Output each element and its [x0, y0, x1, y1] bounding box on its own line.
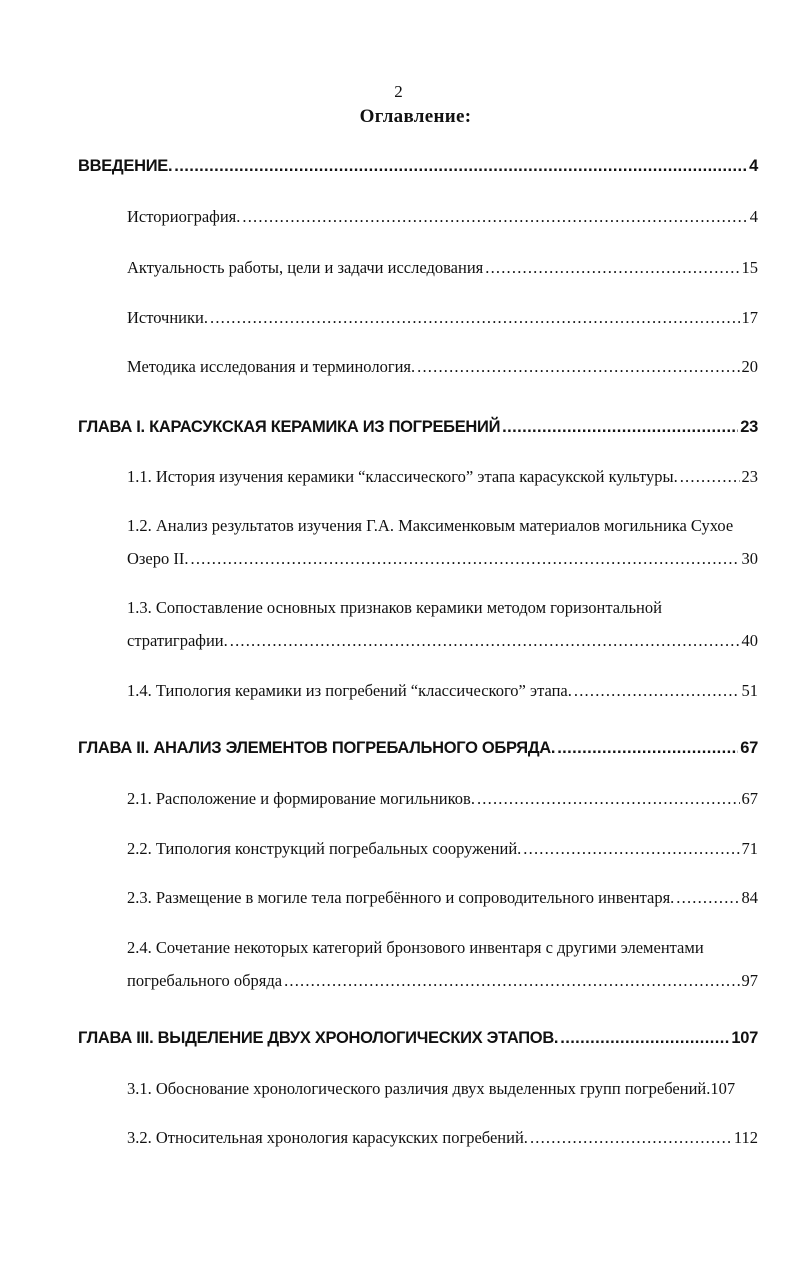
- toc-entry-page: 40: [741, 631, 758, 650]
- toc-entry-page: 15: [741, 258, 758, 277]
- toc-entry-1-2[interactable]: [127, 549, 758, 569]
- dot-leader: [174, 157, 747, 176]
- toc-entry-3-1[interactable]: [127, 1079, 758, 1099]
- toc-entry-2-4[interactable]: [127, 971, 758, 991]
- toc-entry-page: 4: [749, 157, 758, 175]
- dot-leader: [230, 631, 740, 651]
- toc-entry-page: 20: [741, 357, 758, 376]
- dot-leader: [676, 888, 739, 908]
- toc-entry-page: 107: [731, 1029, 758, 1047]
- dot-leader: [417, 357, 739, 377]
- toc-entry-label: Методика исследования и терминология.: [127, 357, 416, 376]
- toc-entry-chapter-1[interactable]: [78, 418, 758, 437]
- toc-entry-label: Источники.: [127, 308, 208, 327]
- toc-entry-2-3[interactable]: [127, 888, 758, 908]
- toc-entry-chapter-3[interactable]: [78, 1029, 758, 1048]
- dot-leader: [477, 789, 740, 809]
- toc-entry-page: 71: [741, 839, 758, 858]
- toc-entry-label: 3.2. Относительная хронология карасукских погребений.: [127, 1128, 528, 1147]
- toc-entry-label: 2.1. Расположение и формирование могильников.: [127, 789, 475, 808]
- dot-leader: [210, 308, 740, 328]
- dot-leader: [560, 1029, 729, 1048]
- dot-leader: [574, 681, 740, 701]
- toc-entry-page: 67: [740, 739, 758, 757]
- toc-entry-label: 3.1. Обоснование хронологического различия двух выделенных групп погребений.: [127, 1079, 711, 1098]
- toc-entry-2-4-line1[interactable]: 2.4. Сочетание некоторых категорий бронзового инвентаря с другими элементами: [127, 938, 704, 957]
- dot-leader: [530, 1128, 732, 1148]
- toc-entry-label: ГЛАВА I. КАРАСУКСКАЯ КЕРАМИКА ИЗ ПОГРЕБЕНИЙ: [78, 418, 501, 436]
- toc-entry-page: 107: [710, 1079, 736, 1098]
- toc-entry-label: Историография.: [127, 207, 241, 226]
- toc-entry-label: погребального обряда: [127, 971, 283, 990]
- toc-entry-page: 30: [741, 549, 758, 568]
- toc-entry-intro[interactable]: [78, 157, 758, 176]
- page-number: 2: [394, 82, 403, 101]
- toc-entry-1-4[interactable]: [127, 681, 758, 701]
- toc-entry-page: 97: [741, 971, 758, 990]
- dot-leader: [557, 739, 738, 758]
- toc-entry-label: 2.3. Размещение в могиле тела погребённого и сопроводительного инвентаря.: [127, 888, 675, 907]
- toc-entry-label: Актуальность работы, цели и задачи исследования: [127, 258, 484, 277]
- toc-entry-page: 4: [749, 207, 758, 226]
- page-title: Оглавление:: [359, 106, 472, 127]
- toc-entry-page: 84: [741, 888, 758, 907]
- dot-leader: [502, 418, 738, 437]
- toc-entry-1-2-line1[interactable]: 1.2. Анализ результатов изучения Г.А. Максименковым материалов могильника Сухое: [127, 516, 734, 535]
- toc-entry-page: 17: [741, 308, 758, 327]
- toc-entry-label: ГЛАВА III. ВЫДЕЛЕНИЕ ДВУХ ХРОНОЛОГИЧЕСКИХ ЭТАПОВ.: [78, 1029, 559, 1047]
- toc-entry-sources[interactable]: [127, 308, 758, 328]
- toc-entry-2-1[interactable]: [127, 789, 758, 809]
- dot-leader: [242, 207, 747, 227]
- dot-leader: [680, 467, 740, 487]
- toc-entry-label: 1.1. История изучения керамики “классического” этапа карасукской культуры.: [127, 467, 678, 486]
- toc-entry-1-3-line1[interactable]: 1.3. Сопоставление основных признаков керамики методом горизонтальной: [127, 598, 662, 617]
- toc-entry-label: ВВЕДЕНИЕ.: [78, 157, 173, 175]
- toc-entry-historiography[interactable]: [127, 207, 758, 227]
- toc-entry-label: ГЛАВА II. АНАЛИЗ ЭЛЕМЕНТОВ ПОГРЕБАЛЬНОГО ОБРЯДА.: [78, 739, 556, 757]
- toc-entry-label: 2.2. Типология конструкций погребальных сооружений.: [127, 839, 522, 858]
- toc-entry-page: 51: [741, 681, 758, 700]
- toc-entry-relevance[interactable]: [127, 258, 758, 278]
- toc-entry-page: 23: [740, 418, 758, 436]
- toc-entry-chapter-2[interactable]: [78, 739, 758, 758]
- dot-leader: [284, 971, 739, 991]
- toc-entry-label: стратиграфии.: [127, 631, 228, 650]
- toc-entry-methodology[interactable]: [127, 357, 758, 377]
- toc-entry-page: 23: [741, 467, 758, 486]
- dot-leader: [523, 839, 739, 859]
- dot-leader: [485, 258, 739, 278]
- toc-entry-3-2[interactable]: [127, 1128, 758, 1148]
- dot-leader: [191, 549, 740, 569]
- toc-entry-page: 67: [741, 789, 758, 808]
- toc-entry-1-3[interactable]: [127, 631, 758, 651]
- toc-entry-label: Озеро II.: [127, 549, 189, 568]
- toc-entry-label: 1.4. Типология керамики из погребений “классического” этапа.: [127, 681, 572, 700]
- toc-entry-1-1[interactable]: [127, 467, 758, 487]
- toc-entry-2-2[interactable]: [127, 839, 758, 859]
- toc-entry-page: 112: [733, 1128, 758, 1147]
